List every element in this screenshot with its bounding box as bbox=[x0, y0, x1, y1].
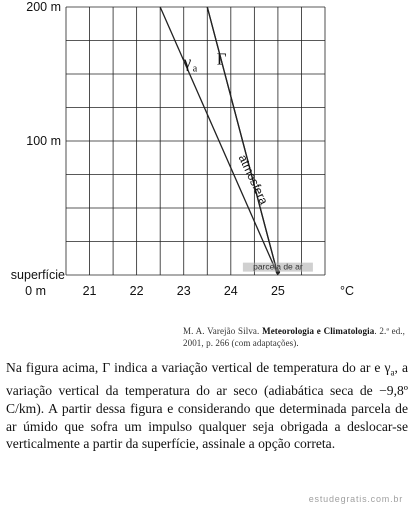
y-tick-label-0: 200 m bbox=[26, 0, 61, 14]
chart-labels bbox=[11, 0, 354, 298]
x-tick-label-0: 21 bbox=[82, 284, 97, 298]
y-tick-label-2-b: 0 m bbox=[25, 284, 46, 298]
chart-grid bbox=[66, 7, 325, 275]
y-tick-label-2: superfície bbox=[10, 268, 65, 282]
x-tick-label-2: 23 bbox=[176, 284, 191, 298]
y-tick-label-1: 100 m bbox=[26, 134, 61, 148]
question-subscript: a bbox=[390, 367, 395, 378]
x-tick-label-3: 24 bbox=[223, 284, 238, 298]
Gamma-label: Γ bbox=[216, 49, 227, 69]
watermark: estudegratis.com.br bbox=[308, 494, 403, 504]
gamma-a-subscript: a bbox=[192, 63, 198, 75]
source-author: M. A. Varejão Silva. bbox=[183, 326, 260, 336]
figure-source bbox=[183, 325, 405, 349]
question-text-part-1: Na figura acima, Γ indica a variação vertical de temperatura do ar e γ bbox=[6, 360, 391, 375]
question-text bbox=[6, 359, 408, 453]
question-text-part-2: , a variação vertical da temperatura do ar seco (adiabática seca de −9,8º C/km). A partir dessa figura e considerando que determinada parcela de ar úmido que sofra um impulso qualquer seja obrigada a deslocar-se verticalmente a partir da superfície, assinale a opção correta. bbox=[6, 360, 408, 452]
x-tick-label-4: 25 bbox=[270, 284, 285, 298]
x-tick-label-1: 22 bbox=[129, 284, 144, 298]
source-title: Meteorologia e Climatologia bbox=[262, 326, 375, 336]
parcel-label: parcela de ar bbox=[253, 261, 303, 272]
source-rest: . 2.ª ed., 2001, p. 266 (com adaptações). bbox=[183, 326, 405, 348]
atmosfera-label: atmosfera bbox=[235, 152, 271, 207]
x-unit-label: °C bbox=[339, 284, 355, 298]
gamma-a-label: γ bbox=[183, 52, 192, 72]
